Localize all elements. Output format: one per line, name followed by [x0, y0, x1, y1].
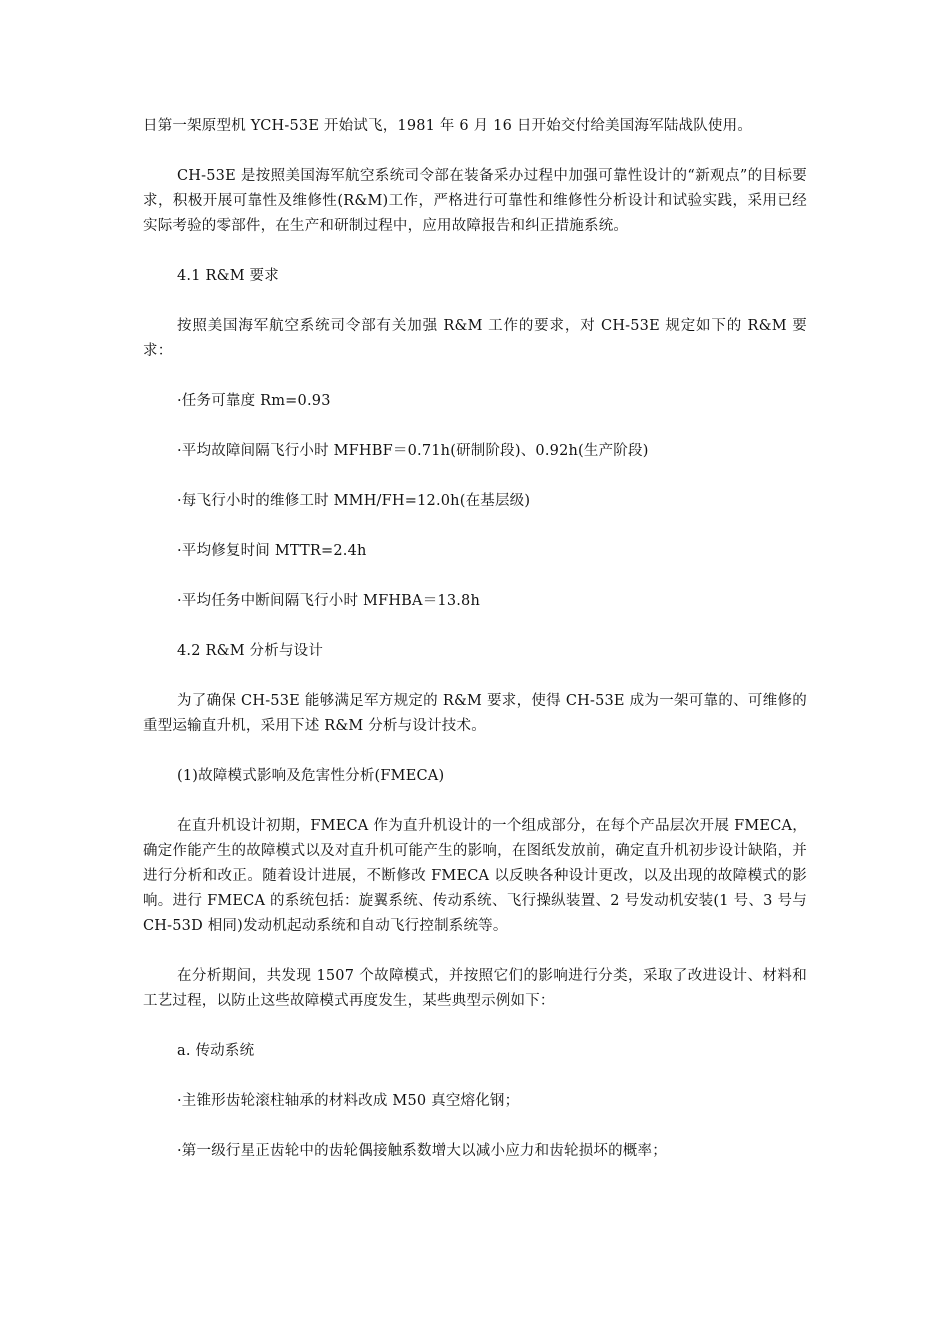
paragraph-ch53e-overview: CH-53E 是按照美国海军航空系统司令部在装备采办过程中加强可靠性设计的“新观点”的目标要求，积极开展可靠性及维修性(R&M)工作，严格进行可靠性和维修性分析设计和试验实践，采用已经实际考验的零部件，在生产和研制过程中，应用故障报告和纠正措施系统。: [143, 168, 807, 234]
list-item-mfhbf: ·平均故障间隔飞行小时 MFHBF＝0.71h(研制阶段)、0.92h(生产阶段): [177, 443, 649, 459]
list-item-bearing-material: ·主锥形齿轮滚柱轴承的材料改成 M50 真空熔化钢；: [177, 1093, 520, 1109]
list-item-mmh-fh: ·每飞行小时的维修工时 MMH/FH=12.0h(在基层级): [177, 493, 531, 509]
paragraph-rm-analysis-intro: 为了确保 CH-53E 能够满足军方规定的 R&M 要求，使得 CH-53E 成为一架可靠的、可维修的重型运输直升机，采用下述 R&M 分析与设计技术。: [143, 693, 807, 734]
list-item-mttr: ·平均修复时间 MTTR=2.4h: [177, 543, 367, 559]
list-item-mfhba: ·平均任务中断间隔飞行小时 MFHBA＝13.8h: [177, 593, 481, 609]
section-heading-4-1: 4.1 R&M 要求: [177, 268, 279, 284]
section-heading-4-2: 4.2 R&M 分析与设计: [177, 643, 324, 659]
list-item-mission-reliability: ·任务可靠度 Rm=0.93: [177, 393, 331, 409]
paragraph-failure-modes-found: 在分析期间，共发现 1507 个故障模式，并按照它们的影响进行分类，采取了改进设计、材料和工艺过程，以防止这些故障模式再度发生，某些典型示例如下：: [143, 968, 807, 1009]
list-item-planetary-gear: ·第一级行星正齿轮中的齿轮偶接触系数增大以减小应力和齿轮损坏的概率；: [177, 1143, 667, 1159]
paragraph-continuation: 日第一架原型机 YCH-53E 开始试飞，1981 年 6 月 16 日开始交付给美国海军陆战队使用。: [143, 118, 753, 134]
paragraph-fmeca-description: 在直升机设计初期，FMECA 作为直升机设计的一个组成部分，在每个产品层次开展 FMECA，确定作能产生的故障模式以及对直升机可能产生的影响，在图纸发放前，确定直升机初步设计缺陷，并进行分析和改正。随着设计进展，不断修改 FMECA 以反映各种设计更改，以及出现的故障模式的影响。进行 FMECA 的系统包括：旋翼系统、传动系统、飞行操纵装置、2 号发动机安装(1 号、3 号与 CH-53D 相同)发动机起动系统和自动飞行控制系统等。: [143, 818, 807, 934]
subheading-transmission-system: a. 传动系统: [177, 1043, 255, 1059]
paragraph-rm-requirements-intro: 按照美国海军航空系统司令部有关加强 R&M 工作的要求，对 CH-53E 规定如下的 R&M 要求：: [143, 318, 807, 359]
subheading-fmeca: (1)故障模式影响及危害性分析(FMECA): [177, 768, 445, 784]
document-body: [143, 114, 807, 1189]
